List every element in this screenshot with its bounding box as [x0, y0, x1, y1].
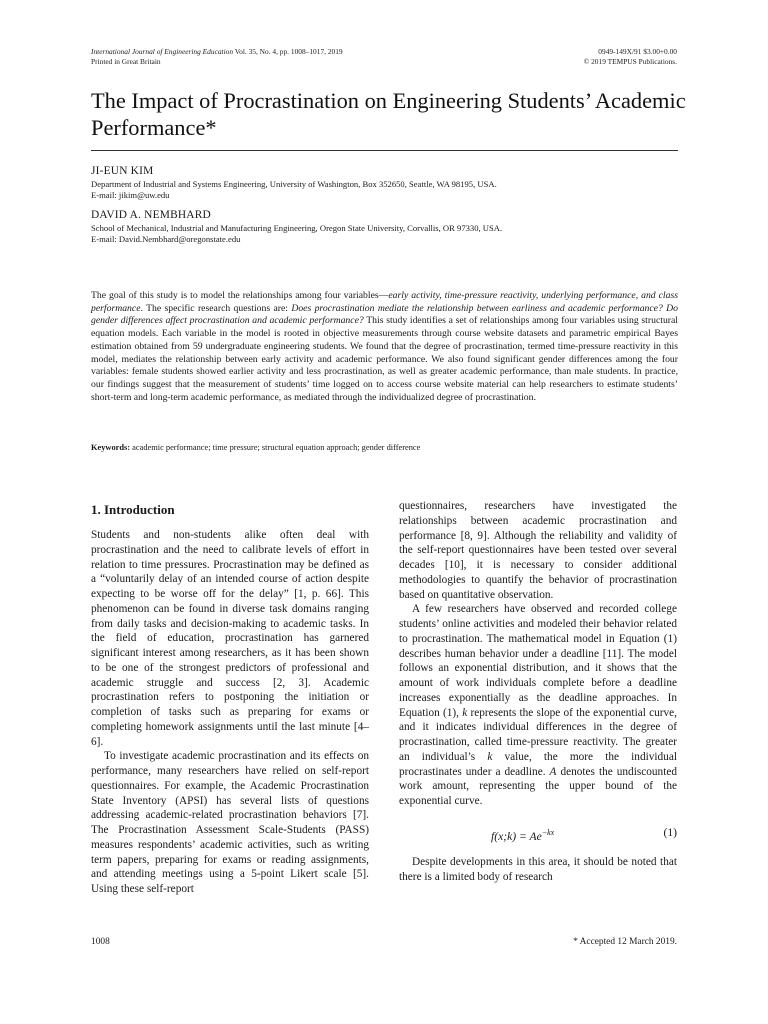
- section-heading: 1. Introduction: [91, 502, 175, 517]
- title-rule: [91, 150, 678, 151]
- paragraph-text: represents the slope of the exponential curve, and it indicates individual differences in the degree of procrastination, called time-pressure reactivity. The greater an individual’s: [399, 706, 677, 763]
- author-name: JI-EUN KIM: [91, 165, 154, 177]
- paper-title: The Impact of Procrastination on Engineering Students’ Academic Performance*: [91, 88, 686, 140]
- volume-info: Vol. 35, No. 4, pp. 1008–1017, 2019: [233, 47, 343, 56]
- copyright: © 2019 TEMPUS Publications.: [583, 56, 677, 66]
- accepted-footnote: * Accepted 12 March 2019.: [573, 937, 677, 947]
- affiliation-text: School of Mechanical, Industrial and Manufacturing Engineering, Oregon State University, Corvallis, OR 97330, USA.: [91, 223, 503, 233]
- paragraph: To investigate academic procrastination and its effects on performance, many researchers have relied on self-report questionnaires. For example, the Academic Procrastination State Inventory (APSI) has several lists of questions addressing academic-related procrastination behaviors [7]. The Procrastination Assessment Scale-Students (PASS) measures respondents’ academic activities, such as writing term papers, preparing for exams or reading assignments, and attending meetings using a 5-point Likert scale [5]. Using these self-report: [91, 750, 369, 895]
- author-affiliation: [91, 179, 681, 202]
- right-column: [399, 499, 677, 884]
- printed-location: Printed in Great Britain: [91, 56, 161, 66]
- keywords-label: Keywords:: [91, 443, 131, 452]
- math-symbol: A: [549, 765, 557, 778]
- abstract-text: This study identifies a set of relationships among four variables using structural equation models. Each variable in the model is rooted in objective measurements through course website datasets and parametric empirical Bayes estimation obtained from 59 undergraduate engineering students. We found that the degree of procrastination, termed time-pressure reactivity in this model, mediates the relationship between early activity and academic performance. We also found significant gender differences among the four variables: female students showed earlier activity and less procrastination, as well as greater academic performance, than male students. In practice, our findings suggest that the measurement of students’ time logged on to access course website material can help researchers to estimate students’ short-term and long-term academic performance, as mediated through the individualized degree of procrastination.: [91, 315, 678, 403]
- abstract-research-questions: Does procrastination mediate the relationship between earliness and academic performance? Do gender differences affect procrastination and academic performance?: [91, 302, 679, 327]
- running-header-left: [91, 47, 343, 66]
- paragraph: Students and non-students alike often deal with procrastination and the need to calibrate levels of effort in relation to time pressures. Procrastination may be defined as a “voluntarily delay of an intended course of action despite expecting to be worse off for the delay” [1, p. 66]. This phenomenon can be found in diverse task domains ranging from daily tasks and decision-making to academic tasks. In the field of education, procrastination has garnered significant interest among researchers, as it has been shown to be one of the strongest predictors of professional and academic struggle and success [2, 3]. Academic procrastination refers to postponing the initiation or completion of tasks such as preparing for exams or completing homework assignments until the last minute [4–6].: [91, 529, 369, 748]
- equation-exponent: −kx: [541, 827, 555, 837]
- equation-number: (1): [663, 825, 677, 839]
- equation-base: f(x;k) = Ae: [491, 829, 542, 843]
- affiliation-text: Department of Industrial and Systems Engineering, University of Washington, Box 352650, Seattle, WA 98195, USA.: [91, 179, 497, 189]
- author-name: DAVID A. NEMBHARD: [91, 209, 211, 221]
- abstract-text: . The specific research questions are:: [140, 302, 292, 314]
- page-number: 1008: [91, 937, 110, 947]
- author-email: E-mail: David.Nembhard@oregonstate.edu: [91, 234, 241, 245]
- paragraph-text: value, the more the individual procrastinates under a deadline.: [399, 750, 677, 778]
- keywords: [91, 443, 678, 452]
- keywords-list: academic performance; time pressure; structural equation approach; gender difference: [130, 443, 421, 452]
- journal-name: International Journal of Engineering Education: [91, 47, 234, 56]
- running-header-right: [584, 47, 677, 66]
- equation-expression: [491, 826, 554, 845]
- author-affiliation: [91, 223, 681, 246]
- equation: [399, 822, 677, 844]
- math-symbol: k: [487, 750, 493, 763]
- author-email: E-mail: jikim@uw.edu: [91, 190, 170, 201]
- left-column: [91, 498, 369, 897]
- abstract-text: The goal of this study is to model the relationships among four variables—: [91, 290, 389, 301]
- paragraph: [399, 602, 677, 809]
- abstract: [91, 290, 678, 404]
- abstract-variables: early activity, time-pressure reactivity, underlying performance, and class performance: [91, 290, 678, 314]
- issn: 0949-149X/91 $3.00+0.00: [598, 47, 677, 56]
- paragraph: questionnaires, researchers have investigated the relationships between academic procrastination and performance [8, 9]. Although the reliability and validity of the self-report questionnaires have been tested over several decades [10], it is necessary to consider additional methodologies to quantify the behavior of procrastination based on quantitative observation.: [399, 500, 677, 601]
- math-symbol: k: [462, 706, 468, 719]
- paragraph: Despite developments in this area, it should be noted that there is a limited body of research: [399, 855, 677, 883]
- paragraph-text: A few researchers have observed and recorded college students’ online activities and modeled their behavior related to procrastination. The mathematical model in Equation (1) describes human behavior under a deadline [11]. The model follows an exponential distribution, and it shows that the amount of work individuals complete before a deadline increases exponentially as the deadline approaches. In Equation (1),: [399, 603, 677, 719]
- paragraph-text: denotes the undiscounted work amount, representing the upper bound of the exponential curve.: [399, 765, 677, 807]
